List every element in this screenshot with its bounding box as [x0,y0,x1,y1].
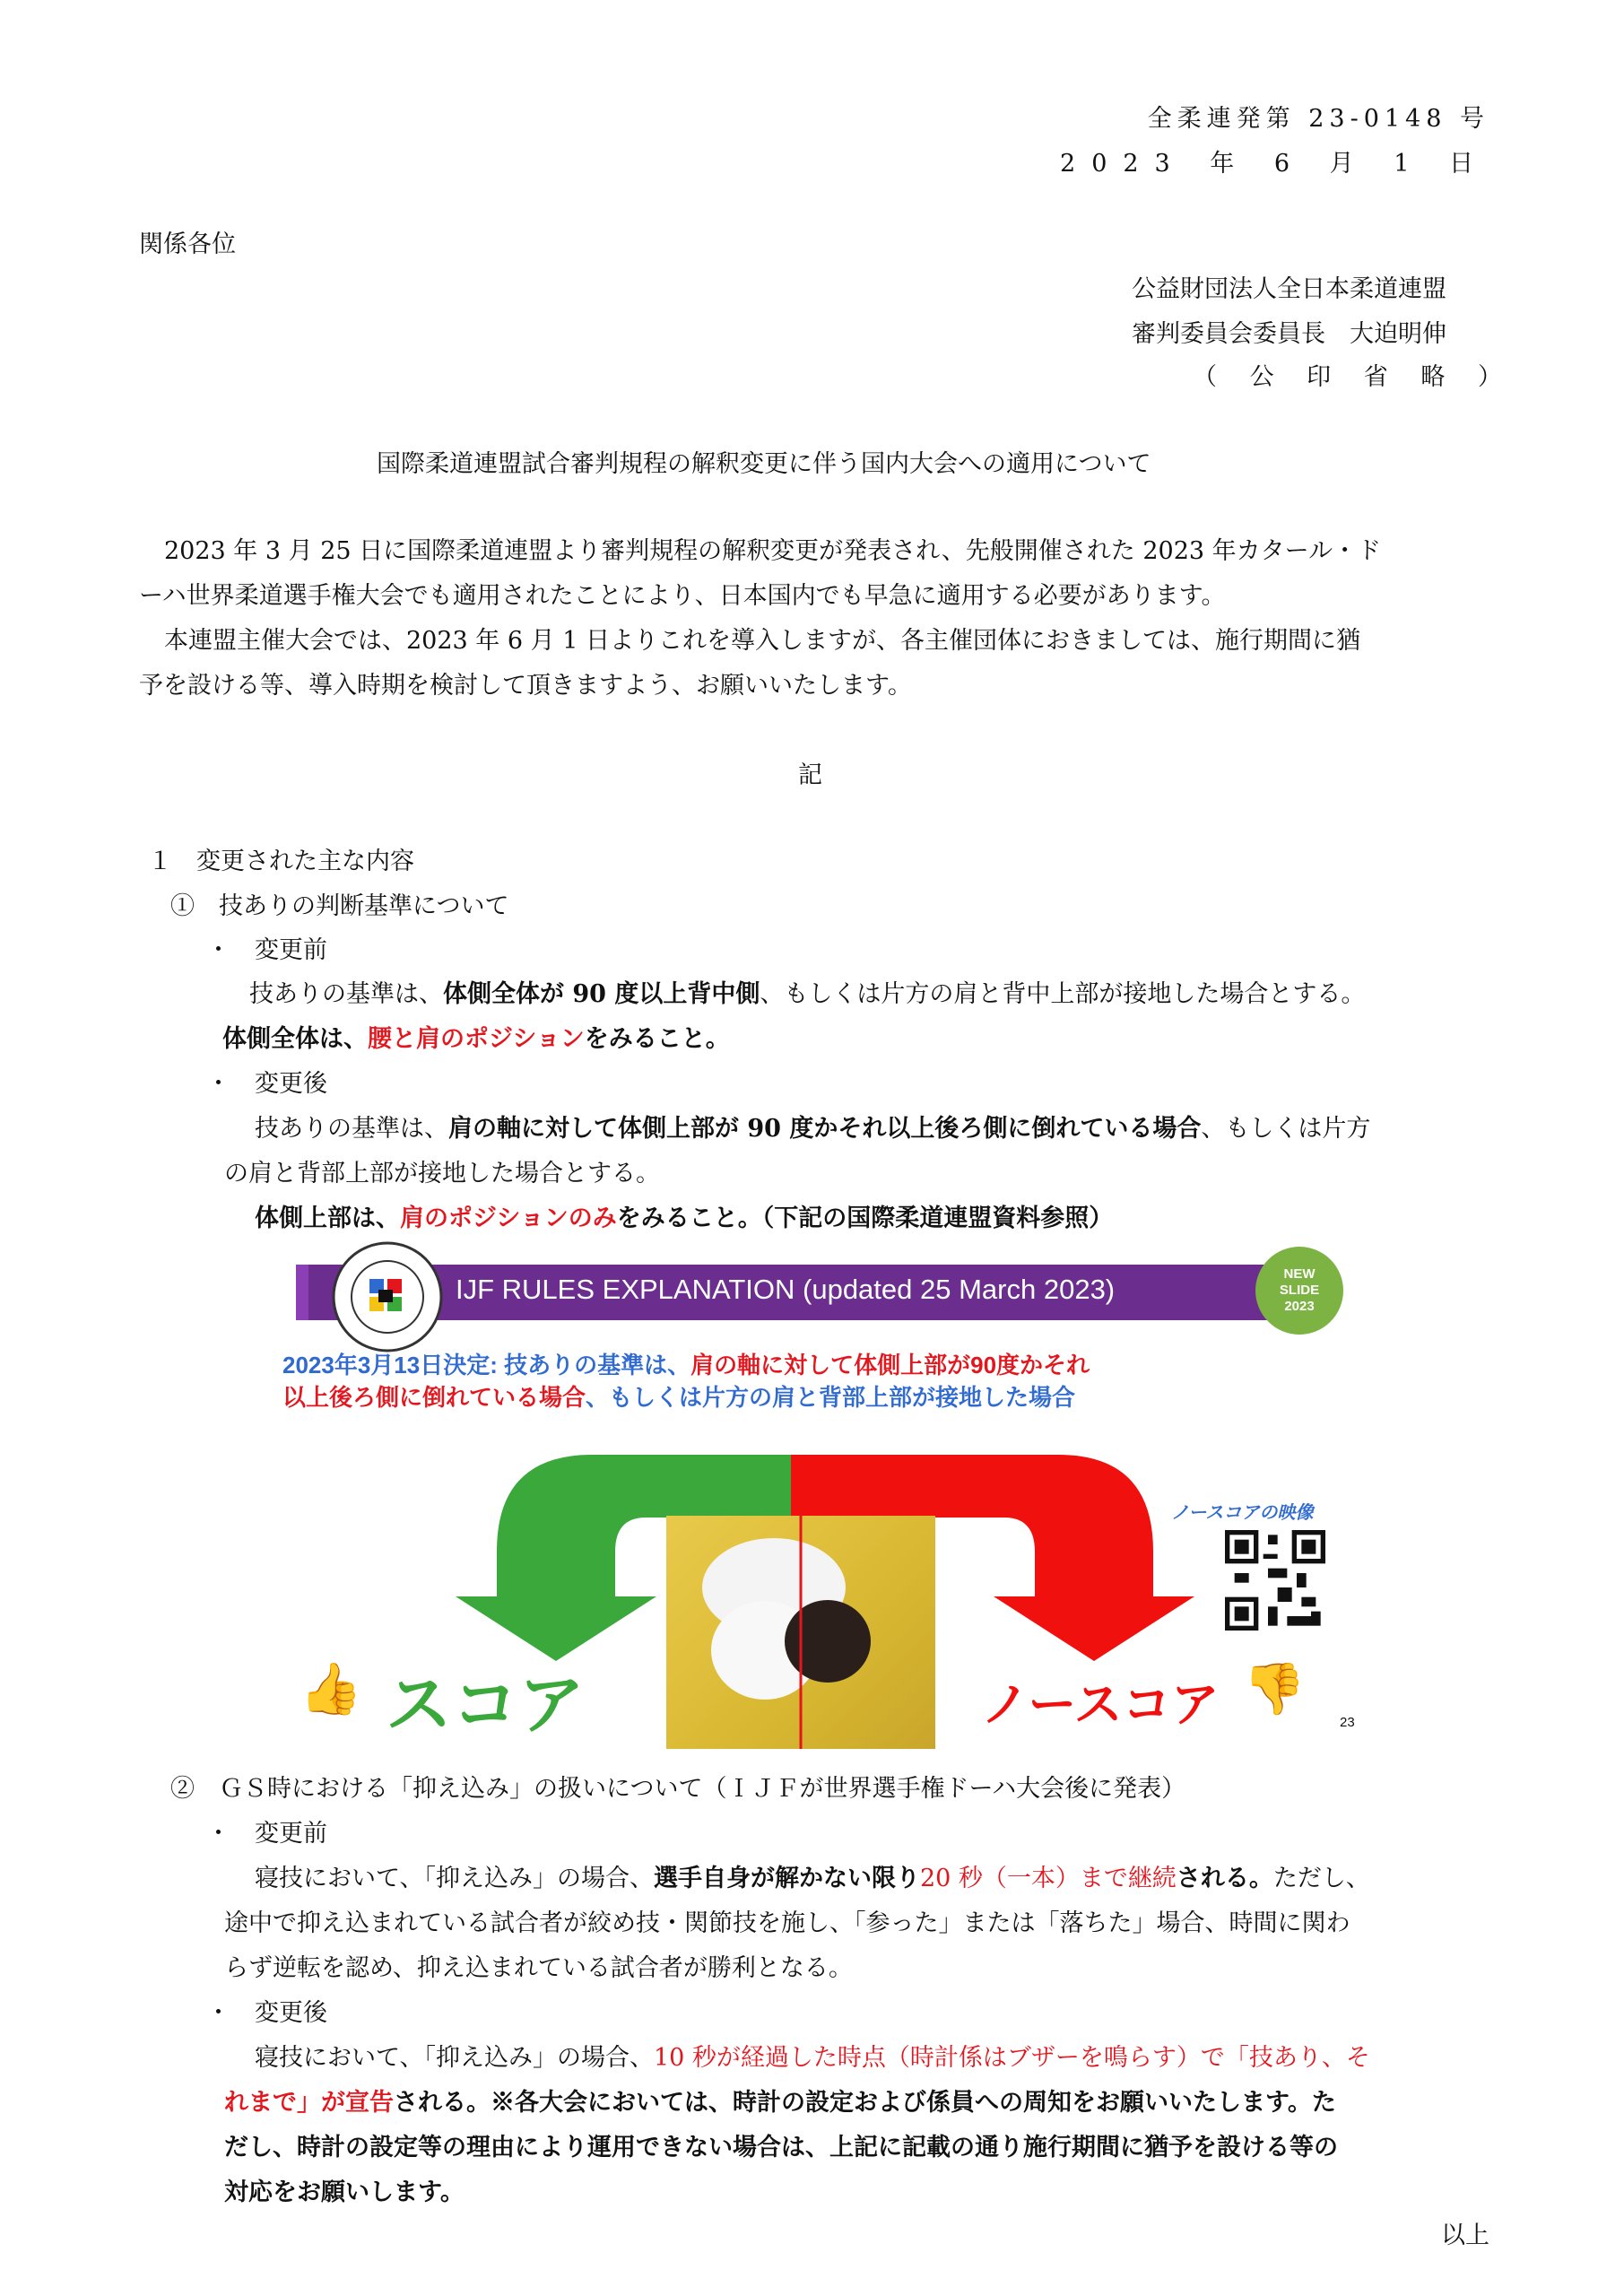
text-run: 寝技において、「抑え込み」の場合、 [255,1865,654,1892]
item2-before-line2: 途中で抑え込まれている試合者が絞め技・関節技を施し、「参った」または「落ちた」場合、時間に関わ [224,1909,1350,1937]
ijf-logo-icon [330,1239,445,1354]
slide-caption-line2 [282,1379,1075,1413]
intro-line: 2023 年 3 月 25 日に国際柔道連盟より審判規程の解釈変更が発表され、先般開催された 2023 年カタール・ド [164,537,1382,565]
text-run-bold: 体側全体は、 [222,1025,368,1053]
text-run-red: 肩のポジションのみ [400,1205,617,1232]
item2-after-line4: 対応をお願いします。 [224,2179,465,2206]
thumbs-down-icon: 👎 [1243,1660,1306,1718]
addressee: 関係各位 [139,230,236,258]
item1-after-line3 [255,1198,1113,1233]
item1-before-label: ・ 変更前 [206,936,327,964]
item2-after-line1 [255,2038,1370,2073]
judo-photo [666,1516,935,1749]
item1-before-line1 [249,974,1365,1009]
item2-after-line3: だし、時計の設定等の理由により運用できない場合は、上記に記載の通り施行期間に猶予を設ける等の [224,2134,1338,2161]
text-run-bold: される。 [1176,1865,1273,1892]
text-run-bold: される。※各大会においては、時計の設定および係員への周知をお願いいたします。た [394,2089,1336,2117]
text-run-red: 肩の軸に対して体側上部が90度かそれ [690,1352,1090,1378]
text-run-blue: 2023年3月13日決定: 技ありの基準は、 [282,1352,691,1378]
text-run-bold: 体側全体が 90 度以上背中側 [443,980,760,1008]
document-number: 全柔連発第 23-0148 号 [1147,105,1489,133]
text-run: ただし、 [1272,1865,1370,1892]
section-heading: １ 変更された主な内容 [148,848,414,875]
text-run-bold: 体側上部は、 [255,1205,400,1232]
item2-after-label: ・ 変更後 [206,1999,327,2027]
text-run: 技ありの基準は、 [255,1115,448,1143]
item2-before-line1 [255,1858,1370,1893]
document-title: 国際柔道連盟試合審判規程の解釈変更に伴う国内大会への適用について [377,450,1151,478]
slide-caption-line1 [282,1347,1090,1380]
text-run-red: 以上後ろ側に倒れている場合 [282,1384,586,1411]
slide-page-number: 23 [1340,1715,1355,1730]
text-run-red: 20 秒（一本）まで継続 [919,1865,1177,1892]
intro-line: ーハ世界柔道選手権大会でも適用されたことにより、日本国内でも早急に適用する必要があります。 [139,582,1226,610]
text-run-red: 10 秒が経過した時点（時計係はブザーを鳴らす）で「技あり、そ [653,2044,1370,2072]
intro-line: 本連盟主催大会では、2023 年 6 月 1 日よりこれを導入しますが、各主催団体におきましては、施行期間に猶 [164,627,1360,655]
score-label: スコア [386,1667,585,1742]
text-run-bold: 肩の軸に対して体側上部が 90 度かそれ以上後ろ側に倒れている場合 [448,1115,1202,1143]
document-date: 2023 年 6 月 1 日 [1060,150,1489,178]
item2-after-line2 [224,2083,1336,2118]
text-run-blue: 、もしくは片方の肩と背部上部が接地した場合 [586,1384,1076,1411]
text-run-bold: 選手自身が解かない限り [653,1865,920,1892]
text-run-red: 腰と肩のポジション [368,1025,585,1053]
item1-after-label: ・ 変更後 [206,1070,327,1098]
intro-line: 予を設ける等、導入時期を検討して頂きますよう、お願いいたします。 [139,672,912,700]
text-run: 、もしくは片方の肩と背中上部が接地した場合とする。 [760,980,1366,1008]
text-run-bold: をみること。（下記の国際柔道連盟資料参照） [616,1205,1114,1232]
intro-paragraph-1 [139,529,1502,619]
sender-org: 公益財団法人全日本柔道連盟 [1132,275,1446,303]
item1-before-line2 [222,1019,730,1054]
new-slide-badge [1255,1247,1343,1335]
text-run: 、もしくは片方 [1201,1115,1371,1143]
video-label: ノースコアの映像 [1171,1503,1314,1523]
item2-before-label: ・ 変更前 [206,1820,327,1848]
badge-text: SLIDE [1279,1283,1320,1298]
qr-code-icon[interactable] [1225,1530,1325,1631]
badge-text: 2023 [1284,1299,1315,1314]
intro-paragraph-2 [139,619,1502,709]
ki-heading: 記 [798,761,822,789]
badge-text: NEW [1283,1266,1316,1282]
item2-before-line3: らず逆転を認め、抑え込まれている試合者が勝利となる。 [224,1954,853,1982]
seal-omitted-note: （ 公 印 省 略 ） [1193,363,1515,391]
item1-after-line2: の肩と背部上部が接地した場合とする。 [224,1160,660,1187]
closing-ijo: 以上 [1441,2222,1489,2249]
thumbs-up-icon: 👍 [300,1660,362,1718]
noscore-label: ノースコア [981,1678,1220,1732]
text-run: 寝技において、「抑え込み」の場合、 [255,2044,654,2072]
text-run-red: れまで」が宣告 [224,2089,394,2117]
item1-after-line1 [255,1109,1370,1144]
item2-heading: ② ＧＳ時における「抑え込み」の扱いについて（ＩＪＦが世界選手権ドーハ大会後に発表） [170,1775,1186,1803]
text-run: 技ありの基準は、 [249,980,443,1008]
sender-title: 審判委員会委員長 大迫明伸 [1132,320,1446,348]
banner-title: IJF RULES EXPLANATION (updated 25 March 2023) [456,1274,1116,1305]
text-run-bold: をみること。 [584,1025,730,1053]
item1-heading: ① 技ありの判断基準について [170,892,509,920]
